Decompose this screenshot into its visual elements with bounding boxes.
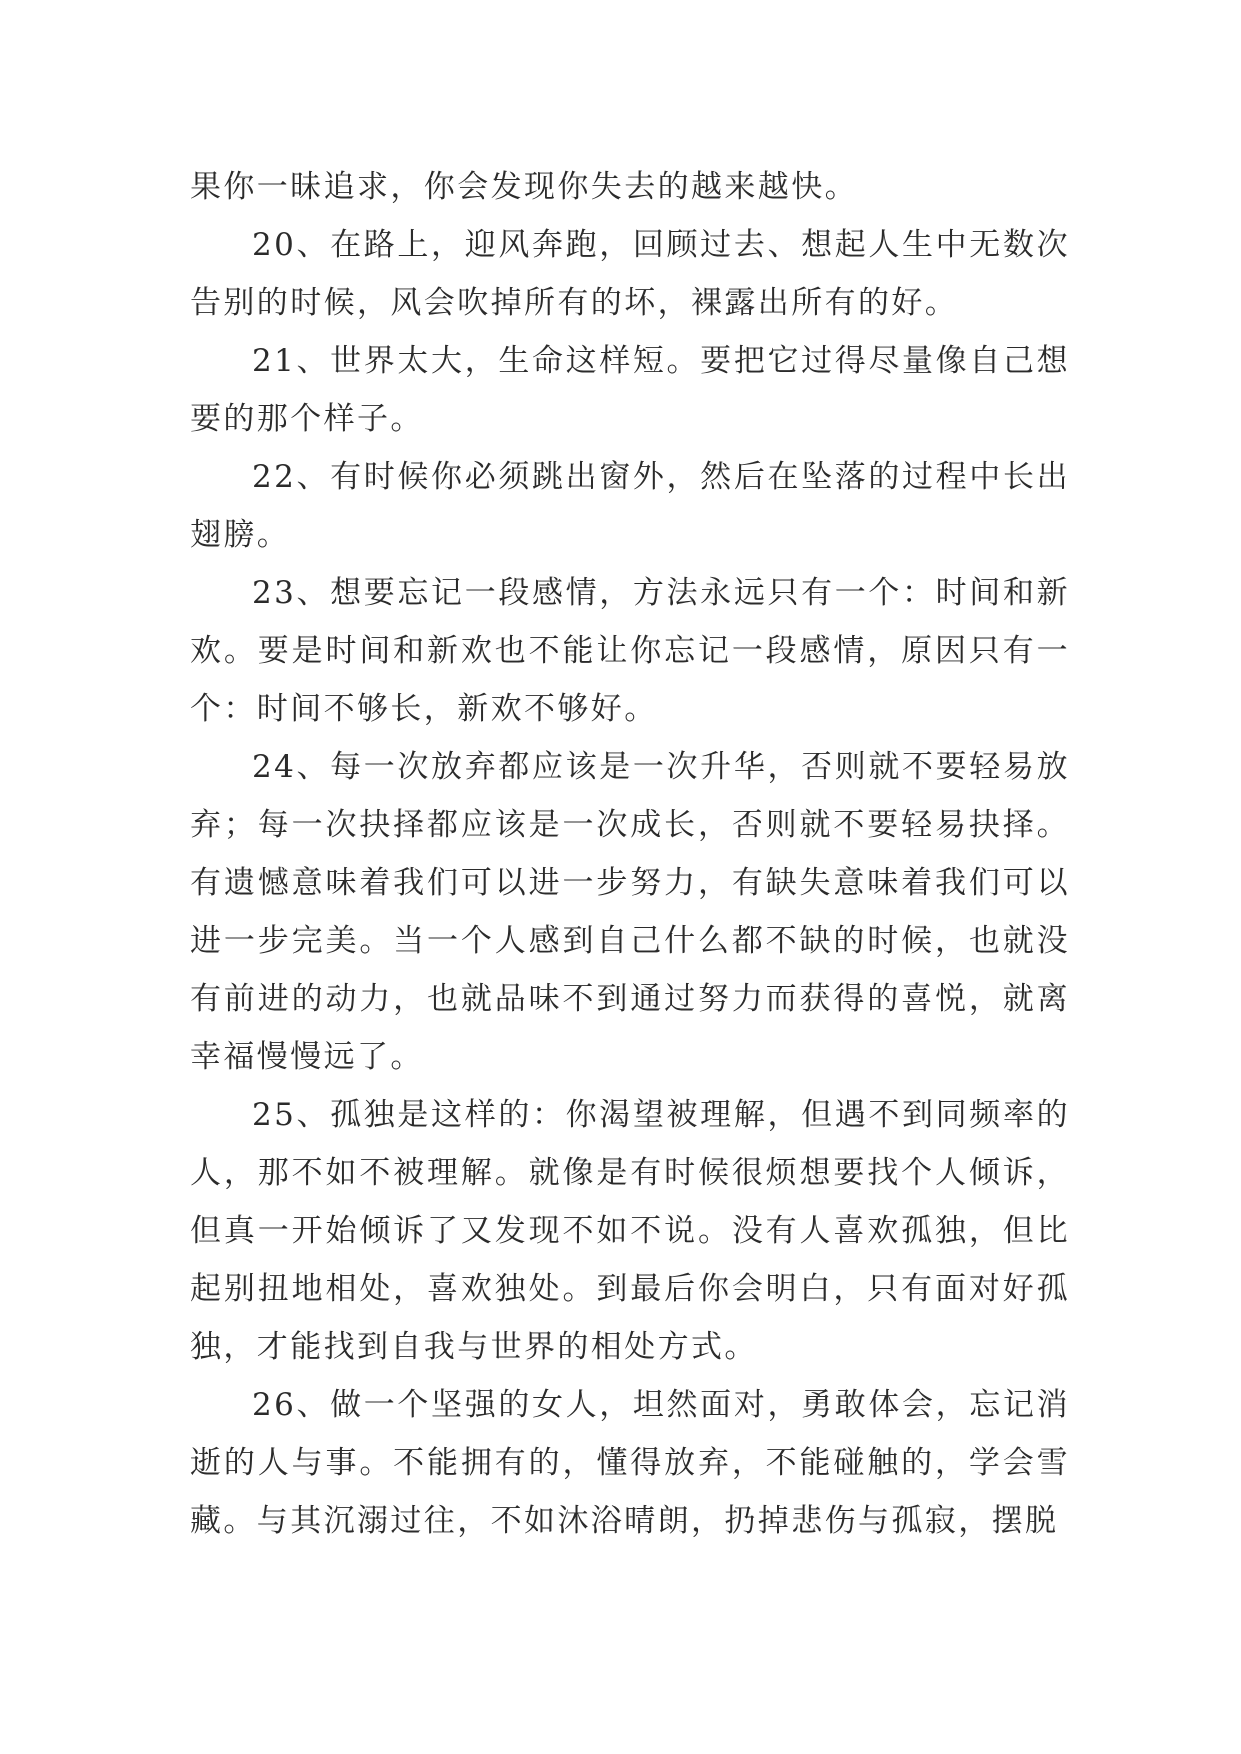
paragraph-26: 26、做一个坚强的女人，坦然面对，勇敢体会，忘记消逝的人与事。不能拥有的，懂得放弃，不能碰触的，学会雪藏。与其沉溺过往，不如沐浴晴朗，扔掉悲伤与孤寂，摆脱 [190,1387,1070,1539]
paragraph-25: 25、孤独是这样的：你渴望被理解，但遇不到同频率的人，那不如不被理解。就像是有时候很烦想要找个人倾诉，但真一开始倾诉了又发现不如不说。没有人喜欢孤独，但比起别扭地相处，喜欢独处。到最后你会明白，只有面对好孤独，才能找到自我与世界的相处方式。 [190,1097,1070,1365]
paragraph-24: 24、每一次放弃都应该是一次升华，否则就不要轻易放弃；每一次抉择都应该是一次成长，否则就不要轻易抉择。有遗憾意味着我们可以进一步努力，有缺失意味着我们可以进一步完美。当一个人感到自己什么都不缺的时候，也就没有前进的动力，也就品味不到通过努力而获得的喜悦，就离幸福慢慢远了。 [190,749,1070,1075]
paragraph-continuation: 果你一昧追求，你会发现你失去的越来越快。 [190,169,858,205]
paragraph-20: 20、在路上，迎风奔跑，回顾过去、想起人生中无数次告别的时候，风会吹掉所有的坏，裸露出所有的好。 [190,227,1070,321]
paragraph-21: 21、世界太大，生命这样短。要把它过得尽量像自己想要的那个样子。 [190,343,1070,437]
paragraph-23: 23、想要忘记一段感情，方法永远只有一个：时间和新欢。要是时间和新欢也不能让你忘记一段感情，原因只有一个：时间不够长，新欢不够好。 [190,575,1070,727]
paragraph-22: 22、有时候你必须跳出窗外，然后在坠落的过程中长出翅膀。 [190,459,1070,553]
document-body [190,158,1070,1550]
